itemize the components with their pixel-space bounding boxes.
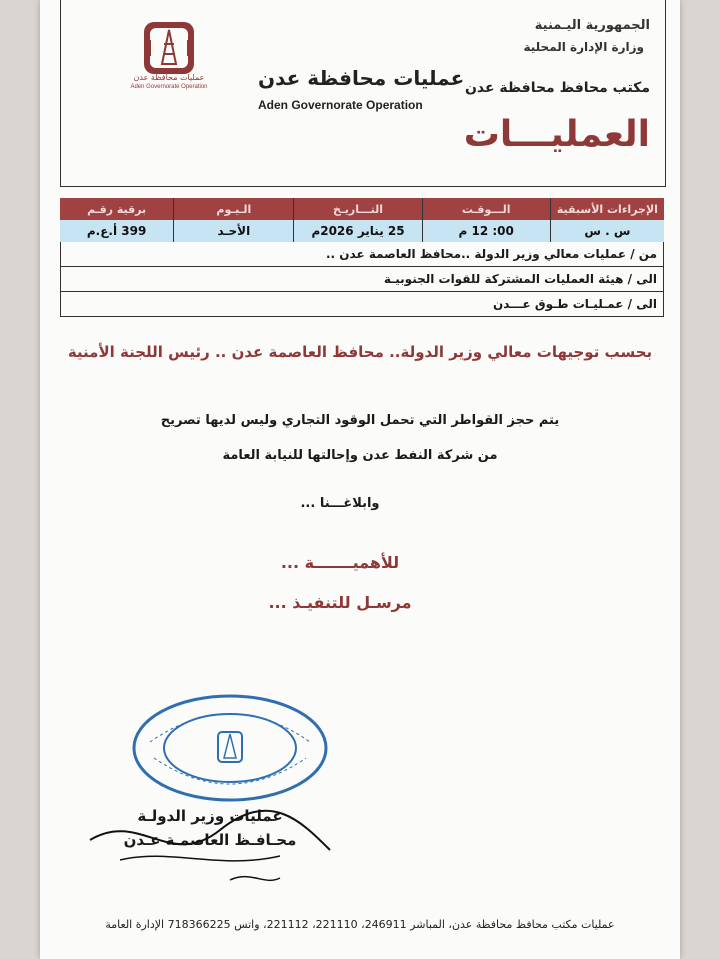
- value-telegram-number: 399 أ.ع.م: [86, 224, 147, 238]
- official-stamp-icon: [130, 692, 330, 804]
- logo-text-en: Aden Governorate Operation: [130, 84, 208, 90]
- footer-contact: عمليات مكتب محافظ محافظة عدن، المباشر 246911، 221110، 221112، واتس 718366225 الإدارة العامة: [105, 918, 615, 931]
- notify-line: وابلاغـــنا ...: [300, 496, 380, 511]
- to-line-2: الى / عمـليـات طـوق عـــدن: [60, 292, 664, 317]
- office-label: مكتب محافظ محافظة عدن: [464, 80, 650, 96]
- center-title-en: Aden Governorate Operation: [258, 98, 423, 112]
- header-priority: الإجراءات الأسبقية: [550, 198, 664, 220]
- value-day: الأحـد: [173, 220, 293, 242]
- directive-line-2: من شركة النفط عدن وإحالتها للنيابة العامة: [222, 448, 498, 463]
- to-line-1: الى / هيئة العمليات المشتركة للقوات الجنوبيـة: [60, 267, 664, 292]
- governorate-logo-icon: [118, 14, 220, 94]
- ministry-label: وزارة الإدارة المحلية: [523, 40, 644, 54]
- execution-line: مرسـل للتنفيـذ ...: [268, 593, 412, 612]
- center-title-ar: عمليات محافظة عدن: [258, 66, 465, 90]
- document-title: العمليـــات: [463, 114, 650, 155]
- handwritten-signature-icon: [80, 800, 340, 890]
- directive-intro: بحسب توجيهات معالي وزير الدولة.. محافظ العاصمة عدن .. رئيس اللجنة الأمنية: [67, 343, 653, 361]
- header-date: التـــاريـخ: [293, 198, 421, 220]
- header-telegram-number: برقية رقـم: [87, 202, 147, 216]
- importance-line: للأهميـــــــة ...: [280, 553, 400, 572]
- signature-line-2: محـافـظ العاصمـة عـدن: [123, 831, 297, 849]
- value-time: 00: 12 م: [422, 220, 550, 242]
- telegram-info-table: [60, 198, 664, 317]
- republic-label: الجمهورية اليـمنية: [534, 18, 650, 33]
- table-value-row: [60, 220, 664, 242]
- header-time: الـــوقـت: [422, 198, 550, 220]
- logo-text-ar: عمليات محافظة عدن: [133, 73, 205, 82]
- directive-line-1: يتم حجز القواطر التي تحمل الوقود التجاري وليس لديها تصريح: [160, 413, 560, 428]
- value-priority: س . س: [550, 220, 664, 242]
- value-date: 25 يناير 2026م: [293, 220, 421, 242]
- header-day: الـيـوم: [173, 198, 293, 220]
- table-header-row: [60, 198, 664, 220]
- signature-line-1: عمليات وزير الدولـة: [137, 807, 283, 825]
- from-line: من / عمليات معالي وزير الدولة ..محافظ العاصمة عدن ..: [60, 242, 664, 267]
